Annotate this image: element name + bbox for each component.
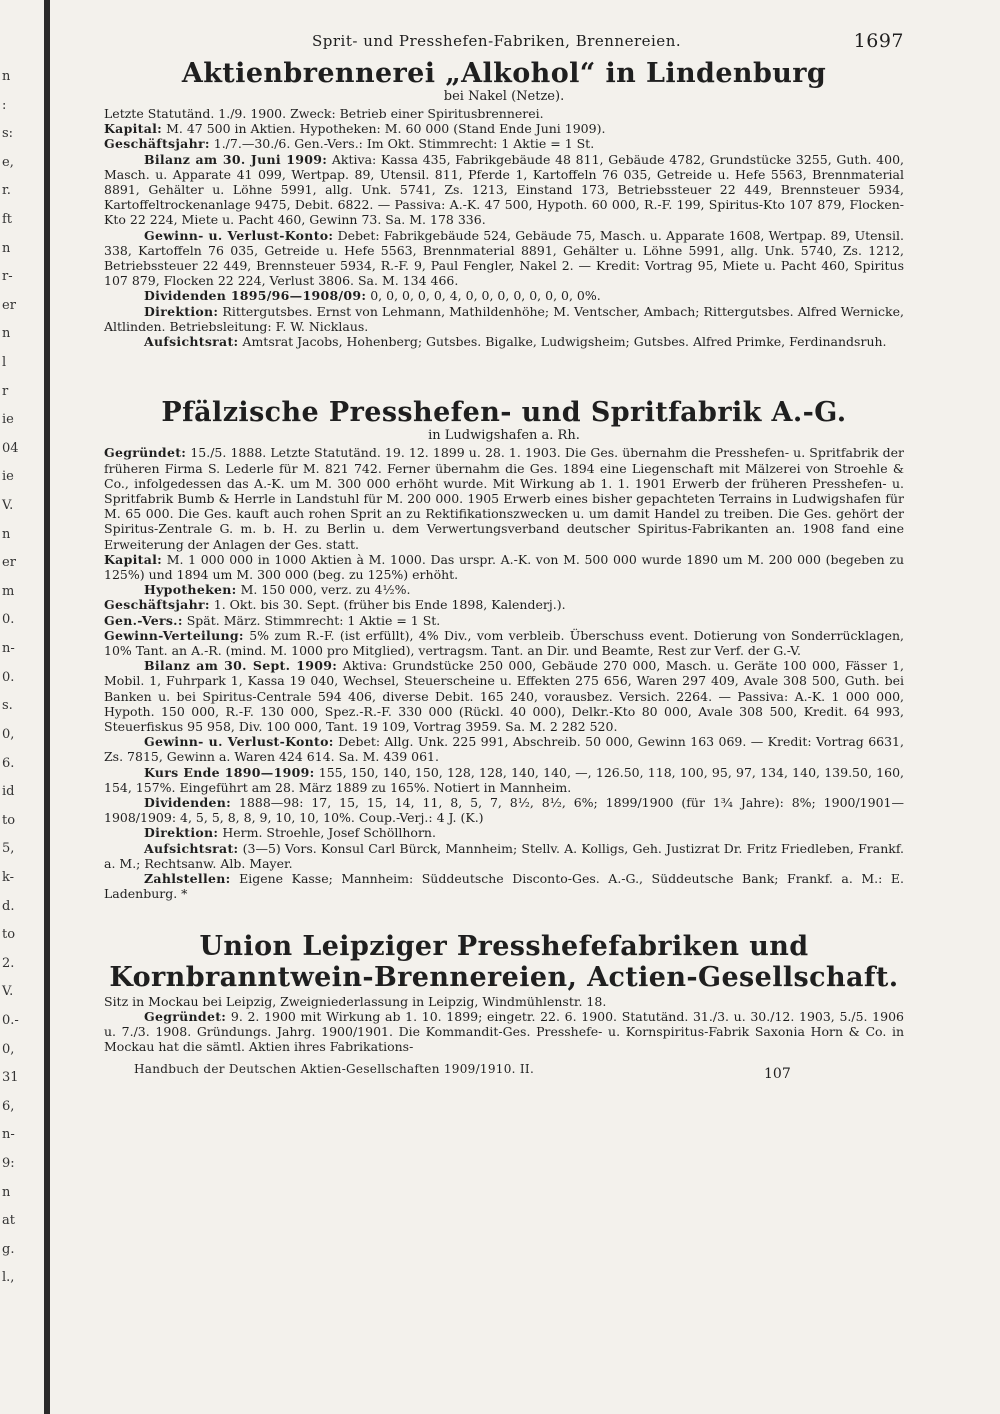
margin-fragment: 0.-: [2, 1012, 19, 1028]
company-title: Union Leipziger Presshefefabriken und Kornbranntwein-Brennereien, Actien-Gesellschaft.: [109, 931, 899, 994]
left-margin-strip: [0, 0, 44, 1414]
entry-paragraph: Bilanz am 30. Juni 1909: Aktiva: Kassa 435, Fabrikgebäude 48 811, Gebäude 4782, Grundstücke 3255, Guth. 400, Masch. u. Apparate 41 099, Wertpap. 89, Utensil. 811, Pferde 1, Kartoffeln 76 035, Getreide u. Hefe 5563, Brennmaterial 8891, Gehälter u. Löhne 5991, allg. Unk. 5741, Zs. 1213, Einstand 173, Betriebssteuer 22 449, Brennsteuer 5934, Kartoffeltrockenanlage 9475, Debit. 6822. — Passiva: A.-K. 47 500, Hypoth. 60 000, R.-F. 199, Spiritus-Kto 107 879, Flocken-Kto 22 224, Miete u. Pacht 460, Gewinn 73. Sa. M. 178 336.: [104, 151, 904, 228]
margin-fragment: id: [2, 784, 15, 800]
margin-fragment: r-: [2, 269, 13, 285]
margin-fragment: d.: [2, 898, 15, 914]
margin-fragment: to: [2, 812, 16, 828]
margin-fragment: at: [2, 1213, 15, 1229]
entry-paragraph: Kapital: M. 1 000 000 in 1000 Aktien à M. 1000. Das urspr. A.-K. von M. 500 000 wurde 1890 um M. 200 000 (begeben zu 125%) und 1894 um M. 300 000 (beg. zu 125%) erhöht.: [104, 551, 904, 582]
margin-fragment: 04: [2, 440, 19, 456]
margin-fragment: 6,: [2, 1098, 15, 1114]
margin-fragment: s.: [2, 698, 13, 714]
entry-paragraph: Hypotheken: M. 150 000, verz. zu 4½%.: [144, 582, 411, 598]
company-entry-union-leipziger: [104, 931, 904, 1054]
entry-paragraph: Aufsichtsrat: (3—5) Vors. Konsul Carl Bürck, Mannheim; Stellv. A. Kolligs, Geh. Justizrat Dr. Fritz Friedleben, Frankf. a. M.; Rechtsanw. Alb. Mayer.: [104, 840, 904, 871]
entry-paragraph: Kapital: M. 47 500 in Aktien. Hypotheken: M. 60 000 (Stand Ende Juni 1909).: [104, 121, 606, 137]
margin-fragment: r: [2, 383, 9, 399]
entry-paragraph: Direktion: Rittergutsbes. Ernst von Lehmann, Mathildenhöhe; M. Ventscher, Ambach; Rittergutsbes. Alfred Wernicke, Altlinden. Betriebsleitung: F. W. Nicklaus.: [104, 303, 904, 334]
margin-fragment: n: [2, 69, 11, 84]
footer-publication: Handbuch der Deutschen Aktien-Gesellschaften 1909/1910. II.: [134, 1062, 535, 1077]
gutter-line: [44, 0, 50, 1414]
margin-fragment: :: [2, 97, 7, 113]
margin-fragment: 9:: [2, 1155, 15, 1171]
margin-fragment: m: [2, 583, 15, 599]
margin-fragment: k-: [2, 869, 15, 885]
entry-paragraph: Gewinn- u. Verlust-Konto: Debet: Allg. Unk. 225 991, Abschreib. 50 000, Gewinn 163 069. — Kredit: Vortrag 6631, Zs. 7815, Gewinn a. Waren 424 614. Sa. M. 439 061.: [104, 734, 904, 765]
header-title: Sprit- und Presshefen-Fabriken, Brennereien.: [312, 32, 682, 50]
entry-paragraph: Direktion: Herm. Stroehle, Josef Schöllhorn.: [144, 825, 436, 841]
margin-fragment: 0.: [2, 612, 15, 628]
margin-fragment: e,: [2, 154, 14, 170]
margin-fragment: 0,: [2, 1041, 15, 1057]
margin-fragment: 2.: [2, 955, 15, 971]
running-header: [104, 26, 904, 58]
page-footer: [104, 1058, 904, 1082]
company-title: Pfälzische Presshefen- und Spritfabrik A.-G.: [161, 397, 847, 429]
margin-fragment: s:: [2, 126, 14, 142]
entry-paragraph: Letzte Statutänd. 1./9. 1900. Zweck: Betrieb einer Spiritusbrennerei.: [104, 106, 544, 122]
margin-fragment: n: [2, 326, 11, 342]
margin-fragment: g.: [2, 1241, 15, 1257]
margin-fragment: ft: [2, 212, 13, 228]
footer-signature-number: 107: [764, 1066, 791, 1083]
margin-fragment: 6.: [2, 755, 15, 771]
margin-fragment: to: [2, 927, 16, 943]
margin-fragment: er: [2, 297, 16, 313]
margin-fragment: V.: [2, 984, 14, 1000]
page: [104, 26, 904, 1082]
margin-fragment: n: [2, 240, 11, 256]
entry-paragraph: Gegründet: 15./5. 1888. Letzte Statutänd. 19. 12. 1899 u. 28. 1. 1903. Die Ges. übernahm die Presshefen- u. Spritfabrik der früheren Firma S. Lederle für M. 821 742. Ferner übernahm die Ges. 1894 eine Liegenschaft mit Mälzerei von Stroehle & Co., infolgedessen das A.-K. um M. 300 000 erhöht wurde. Mit Wirkung ab 1. 1. 1901 Erwerb der früheren Presshefen- u. Spritfabrik Bumb & Herrle in Landstuhl für M. 200 000. 1905 Erwerb eines bisher gepachteten Terrains in Ludwigshafen für M. 65 000. Die Ges. kauft auch rohen Sprit an zu Rektifikationszwecken u. um damit Handel zu treiben. Die Ges. gehört der Spiritus-Zentrale G. m. b. H. zu Berlin u. dem Verwertungsverband deutscher Spiritus-Fabrikanten an. 1908 fand eine Erweiterung der Anlagen der Ges. statt.: [104, 445, 904, 552]
margin-fragment: V.: [2, 498, 14, 514]
entry-paragraph: Kurs Ende 1890—1909: 155, 150, 140, 150, 128, 128, 140, 140, —, 126.50, 118, 100, 95, 97, 134, 140, 139.50, 160, 154, 157%. Eingeführt am 28. März 1889 zu 165%. Notiert in Mannheim.: [104, 764, 904, 795]
entry-paragraph: Zahlstellen: Eigene Kasse; Mannheim: Süddeutsche Disconto-Ges. A.-G., Süddeutsche Bank; Frankf. a. M.: E. Ladenburg. *: [104, 871, 904, 902]
entry-paragraph: Dividenden: 1888—98: 17, 15, 15, 14, 11, 8, 5, 7, 8½, 8½, 6%; 1899/1900 (für 1¾ Jahre): 8%; 1900/1901—1908/1909: 4, 5, 5, 8, 8, 9, 10, 10, 10%. Coup.-Verj.: 4 J. (K.): [104, 795, 904, 826]
margin-fragment: r.: [2, 183, 11, 199]
entry-paragraph: Geschäftsjahr: 1. Okt. bis 30. Sept. (früher bis Ende 1898, Kalenderj.).: [104, 597, 566, 613]
company-subtitle: bei Nakel (Netze).: [443, 89, 565, 105]
entry-paragraph: Geschäftsjahr: 1./7.—30./6. Gen.-Vers.: Im Okt. Stimmrecht: 1 Aktie = 1 St.: [104, 136, 595, 152]
margin-fragment: 5,: [2, 841, 15, 857]
entry-paragraph: Gewinn-Verteilung: 5% zum R.-F. (ist erfüllt), 4% Div., vom verbleib. Überschuss event. Dotierung von Sonderrücklagen, 10% Tant. an A.-R. (mind. M. 1000 pro Mitglied), vertragsm. Tant. an Dir. und Beamte, Rest zur Verf. der G.-V.: [104, 627, 904, 658]
company-entry-alkohol: [104, 58, 904, 349]
margin-fragment: n-: [2, 641, 15, 657]
company-entry-pfaelzische: [104, 397, 904, 901]
margin-fragment: ie: [2, 412, 14, 428]
company-title: Aktienbrennerei „Alkohol“ in Lindenburg: [181, 58, 827, 89]
margin-fragment: n-: [2, 1127, 15, 1143]
margin-fragment: l: [2, 355, 7, 371]
margin-fragment: ie: [2, 469, 14, 485]
entry-paragraph: Gegründet: 9. 2. 1900 mit Wirkung ab 1. 10. 1899; eingetr. 22. 6. 1900. Statutänd. 31./3. u. 30./12. 1903, 5./5. 1906 u. 7./3. 1908. Gründungs. Jahrg. 1900/1901. Die Kommandit-Ges. Presshefe- u. Kornspiritus-Fabrik Saxonia Horn & Co. in Mockau hat die sämtl. Aktien ihres Fabrikations-: [104, 1008, 904, 1055]
entry-paragraph: Gen.-Vers.: Spät. März. Stimmrecht: 1 Aktie = 1 St.: [104, 612, 441, 628]
margin-fragment: 0.: [2, 669, 15, 685]
margin-fragment: n: [2, 1184, 11, 1200]
entry-paragraph: Gewinn- u. Verlust-Konto: Debet: Fabrikgebäude 524, Gebäude 75, Masch. u. Apparate 1608, Wertpap. 89, Utensil. 338, Kartoffeln 76 035, Getreide u. Hefe 5563, Brennmaterial 8891, Gehälter u. Löhne 5991, allg. Unk. 5740, Zs. 1212, Betriebssteuer 22 449, Brennsteuer 5934, R.-F. 9, Paul Fengler, Nakel 2. — Kredit: Vortrag 95, Miete u. Pacht 460, Spiritus 107 879, Flocken 22 224, Verlust 3806. Sa. M. 134 466.: [104, 227, 904, 289]
entry-paragraph: Sitz in Mockau bei Leipzig, Zweigniederlassung in Leipzig, Windmühlenstr. 18.: [104, 993, 607, 1009]
entry-paragraph: Aufsichtsrat: Amtsrat Jacobs, Hohenberg; Gutsbes. Bigalke, Ludwigsheim; Gutsbes. Alfred Primke, Ferdinandsruh.: [144, 334, 887, 350]
margin-fragment: 0,: [2, 726, 15, 742]
page-number: 1697: [853, 30, 904, 52]
margin-fragment: er: [2, 555, 16, 571]
margin-fragment: 31: [2, 1070, 19, 1086]
entry-paragraph: Bilanz am 30. Sept. 1909: Aktiva: Grundstücke 250 000, Gebäude 270 000, Masch. u. Geräte 100 000, Fässer 1, Mobil. 1, Fuhrpark 1, Kassa 19 040, Wechsel, Steuerscheine u. Effekten 275 656, Waren 297 409, Avale 308 500, Guth. bei Banken u. bei Spiritus-Centrale 594 406, diverse Debit. 165 240, vorausbez. Versich. 2264. — Passiva: A.-K. 1 000 000, Hypoth. 150 000, R.-F. 130 000, Spez.-R.-F. 330 000 (Rückl. 40 000), Delkr.-Kto 80 000, Avale 308 500, Kredit. 64 993, Steuerfiskus 95 958, Div. 100 000, Tant. 19 109, Vortrag 3959. Sa. M. 2 282 520.: [104, 658, 904, 734]
entry-paragraph: Dividenden 1895/96—1908/09: 0, 0, 0, 0, 0, 4, 0, 0, 0, 0, 0, 0, 0, 0%.: [144, 288, 601, 304]
margin-fragment: l.,: [2, 1270, 15, 1286]
company-subtitle: in Ludwigshafen a. Rh.: [428, 428, 580, 444]
margin-fragment: n: [2, 526, 11, 542]
